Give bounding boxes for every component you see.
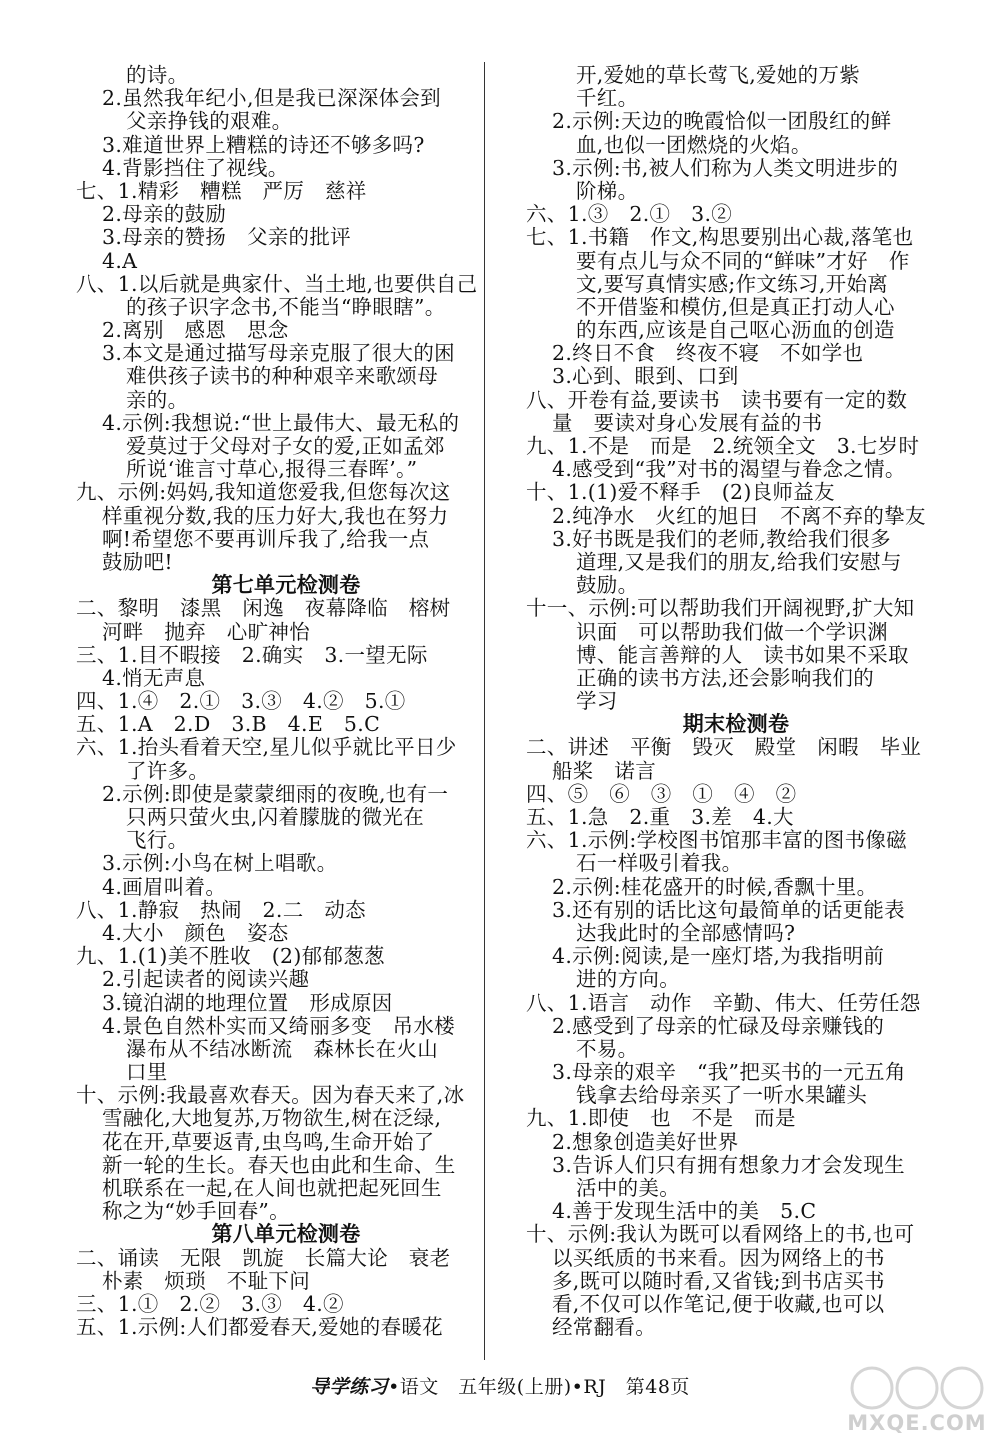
answer-line: 2.示例:天边的晚霞恰似一团殷红的鲜 (552, 109, 892, 134)
answer-line: 九、1.不是 而是 2.统领全文 3.七岁时 (526, 434, 920, 458)
answer-line: 啊!希望您不要再训斥我了,给我一点 (102, 526, 430, 551)
answer-line: 钱拿去给母亲买了一听水果罐头 (576, 1083, 868, 1108)
answer-line: 不开借鉴和模仿,但是真正打动人心 (576, 294, 895, 319)
answer-line: 4.画眉叫着。 (102, 874, 227, 899)
answer-line: 2.离别 感恩 思念 (102, 318, 289, 343)
answer-line: 十一、示例:可以帮助我们开阔视野,扩大知 (526, 596, 915, 621)
answer-line: 七、1.书籍 作文,构思要别出心裁,落笔也 (526, 225, 914, 250)
answer-line: 4.示例:阅读,是一座灯塔,为我指明前 (552, 944, 885, 969)
answer-line: 新一轮的生长。春天也由此和生命、生 (102, 1152, 456, 1177)
answer-line: 鼓励。 (576, 573, 639, 598)
answer-line: 3.本文是通过描写母亲克服了很大的困 (102, 341, 455, 366)
answer-line: 多,既可以随时看,又省钱;到书店买书 (552, 1268, 885, 1293)
answer-line: 2.感受到了母亲的忙碌及母亲赚钱的 (552, 1013, 885, 1038)
answer-line: 二、讲述 平衡 毁灭 殿堂 闲暇 毕业 (526, 735, 922, 760)
answer-line: 4.大小 颜色 姿态 (102, 920, 289, 945)
answer-line: 称之为“妙手回春”。 (102, 1199, 290, 1224)
answer-line: 2.示例:即使是蒙蒙细雨的夜晚,也有一 (102, 781, 449, 806)
answer-line: 八、1.语言 动作 辛勤、伟大、任劳任怨 (526, 990, 921, 1015)
answer-line: 千红。 (576, 86, 639, 111)
answer-line: 以买纸质的书来看。因为网络上的书 (552, 1245, 885, 1270)
answer-line: 2.纯净水 火红的旭日 不离不弃的挚友 (552, 503, 926, 528)
answer-line: 4.悄无声息 (102, 665, 206, 690)
answer-line: 4.善于发现生活中的美 5.C (552, 1199, 817, 1224)
column-divider (484, 62, 485, 1360)
answer-line: 十、示例:我认为既可以看网络上的书,也可 (526, 1222, 915, 1247)
answer-line: 花在开,草要返青,虫鸟鸣,生命开始了 (102, 1129, 435, 1154)
answer-line: 六、1.示例:学校图书馆那丰富的图书像磁 (526, 828, 907, 853)
answer-line: 3.母亲的艰辛 “我”把买书的一元五角 (552, 1060, 906, 1085)
right-column (526, 64, 946, 1339)
answer-line: 八、1.以后就是典家什、当土地,也要供自己 (76, 271, 478, 296)
answer-line: 量 要读对身心发展有益的书 (552, 410, 823, 435)
answer-line: 二、黎明 漆黑 闲逸 夜幕降临 榕树 (76, 596, 451, 621)
answer-line: 四、⑤ ⑥ ③ ① ④ ② (526, 781, 797, 806)
answer-line: 4.背影挡住了视线。 (102, 155, 289, 180)
answer-line: 2.示例:桂花盛开的时候,香飘十里。 (552, 874, 878, 899)
answer-line: 五、1.急 2.重 3.差 4.大 (526, 805, 794, 829)
answer-line: 学习 (576, 689, 618, 714)
answer-line: 样重视分数,我的压力好大,我也在努力 (102, 503, 449, 528)
watermark-logo-icon (842, 1363, 992, 1413)
answer-line: 河畔 抛弃 心旷神怡 (102, 619, 310, 644)
answer-line: 九、示例:妈妈,我知道您爱我,但您每次这 (76, 480, 451, 505)
answer-line: 三、1.目不暇接 2.确实 3.一望无际 (76, 642, 428, 667)
answer-line: 达我此时的全部感情吗? (576, 920, 796, 945)
answer-line: 二、诵读 无限 凯旋 长篇大论 衰老 (76, 1245, 451, 1270)
answer-line: 4.感受到“我”对书的渴望与眷念之情。 (552, 457, 906, 482)
answer-line: 八、开卷有益,要读书 读书要有一定的数 (526, 387, 908, 412)
answer-line: 3.镜泊湖的地理位置 形成原因 (102, 990, 393, 1015)
answer-line: 鼓励吧! (102, 549, 173, 574)
answer-line: 3.母亲的赞扬 父亲的批评 (102, 225, 351, 250)
answer-line: 只两只萤火虫,闪着朦胧的微光在 (126, 805, 425, 829)
answer-line: 六、1.抬头看着天空,星儿似乎就比平日少 (76, 735, 457, 760)
answer-line: 阶梯。 (576, 178, 639, 203)
answer-line: 开,爱她的草长莺飞,爱她的万紫 (576, 63, 861, 87)
answer-line: 瀑布从不结冰断流 森林长在火山 (126, 1036, 438, 1061)
answer-line: 4.景色自然朴实而又绮丽多变 吊水楼 (102, 1013, 455, 1038)
watermark (842, 1363, 992, 1435)
answer-line: 不易。 (576, 1036, 639, 1061)
answer-line: 五、1.A 2.D 3.B 4.E 5.C (76, 712, 381, 737)
watermark-text: MXQE.COM (847, 1411, 987, 1435)
answer-line: 经常翻看。 (552, 1315, 656, 1340)
answer-line: 了许多。 (126, 758, 210, 783)
answer-line: 要有点儿与众不同的“鲜味”才好 作 (576, 248, 910, 273)
answer-line: 六、1.③ 2.① 3.② (526, 202, 733, 227)
answer-line: 十、示例:我最喜欢春天。因为春天来了,冰 (76, 1083, 465, 1108)
answer-line: 十、1.(1)爱不释手 (2)良师益友 (526, 480, 835, 505)
answer-line: 博、能言善辩的人 读书如果不采取 (576, 642, 909, 667)
answer-line: 七、1.精彩 糟糕 严厉 慈祥 (76, 178, 367, 203)
answer-line: 3.还有别的话比这句最简单的话更能表 (552, 897, 905, 922)
answer-line: 进的方向。 (576, 967, 680, 992)
answer-line: 难供孩子读书的种种艰辛来歌颂母 (126, 364, 438, 389)
answer-line: 所说‘谁言寸草心,报得三春晖’。” (126, 457, 418, 482)
answer-line: 3.心到、眼到、口到 (552, 364, 739, 389)
answer-line: 3.难道世界上糟糕的诗还不够多吗? (102, 132, 425, 157)
answer-line: 五、1.示例:人们都爱春天,爱她的春暖花 (76, 1315, 443, 1340)
left-column (76, 64, 496, 1339)
answer-line: 活中的美。 (576, 1176, 680, 1200)
answer-line: 文,要写真情实感;作文练习,开始离 (576, 271, 889, 296)
answer-line: 2.虽然我年纪小,但是我已深深体会到 (102, 86, 441, 111)
answer-line: 九、1.即使 也 不是 而是 (526, 1106, 796, 1131)
answer-line: 2.引起读者的阅读兴趣 (102, 967, 310, 992)
answer-line: 机联系在一起,在人间也就把起死回生 (102, 1176, 442, 1200)
answer-line: 4.A (102, 248, 138, 273)
answer-line: 2.终日不食 终夜不寝 不如学也 (552, 341, 864, 366)
answer-line: 的诗。 (126, 63, 189, 87)
answer-line: 四、1.④ 2.① 3.③ 4.② 5.① (76, 689, 406, 714)
answer-line: 道理,又是我们的朋友,给我们安慰与 (576, 549, 902, 574)
answer-line: 的孩子识字念书,不能当“睁眼瞎”。 (126, 294, 446, 319)
answer-line: 亲的。 (126, 387, 189, 412)
answer-line: 口里 (126, 1060, 168, 1085)
answer-line: 3.示例:小鸟在树上唱歌。 (102, 851, 338, 876)
answer-line: 正确的读书方法,还会影响我们的 (576, 665, 875, 690)
answer-line: 石一样吸引着我。 (576, 851, 743, 876)
section-heading: 期末检测卷 (682, 712, 790, 737)
answer-line: 4.示例:我想说:“世上最伟大、最无私的 (102, 410, 460, 435)
answer-line: 船桨 诺言 (552, 758, 656, 783)
answer-line: 父亲挣钱的艰难。 (126, 109, 293, 134)
answer-line: 识面 可以帮助我们做一个学识渊 (576, 619, 888, 644)
answer-line: 3.示例:书,被人们称为人类文明进步的 (552, 155, 899, 180)
answer-line: 2.母亲的鼓励 (102, 202, 227, 227)
answer-line: 朴素 烦琐 不耻下问 (102, 1268, 310, 1293)
answer-line: 的东西,应该是自己呕心沥血的创造 (576, 318, 895, 343)
answer-line: 3.告诉人们只有拥有想象力才会发现生 (552, 1152, 905, 1177)
answer-line: 八、1.静寂 热闹 2.二 动态 (76, 897, 366, 922)
answer-line: 血,也似一团燃烧的火焰。 (576, 132, 812, 157)
answer-line: 雪融化,大地复苏,万物欲生,树在泛绿, (102, 1106, 442, 1131)
answer-line: 3.好书既是我们的老师,教给我们很多 (552, 526, 891, 551)
answer-line: 三、1.① 2.② 3.③ 4.② (76, 1291, 344, 1316)
section-heading: 第七单元检测卷 (211, 573, 361, 598)
section-heading: 第八单元检测卷 (211, 1222, 361, 1247)
footer-info: •语文 五年级(上册)•RJ 第48页 (388, 1376, 690, 1398)
answer-line: 飞行。 (126, 828, 189, 853)
answer-line: 九、1.(1)美不胜收 (2)郁郁葱葱 (76, 944, 385, 969)
footer-brand: 导学练习 (310, 1376, 389, 1398)
answer-line: 2.想象创造美好世界 (552, 1129, 739, 1154)
answer-line: 看,不仅可以作笔记,便于收藏,也可以 (552, 1291, 885, 1316)
answer-line: 爱莫过于父母对子女的爱,正如孟郊 (126, 434, 445, 458)
